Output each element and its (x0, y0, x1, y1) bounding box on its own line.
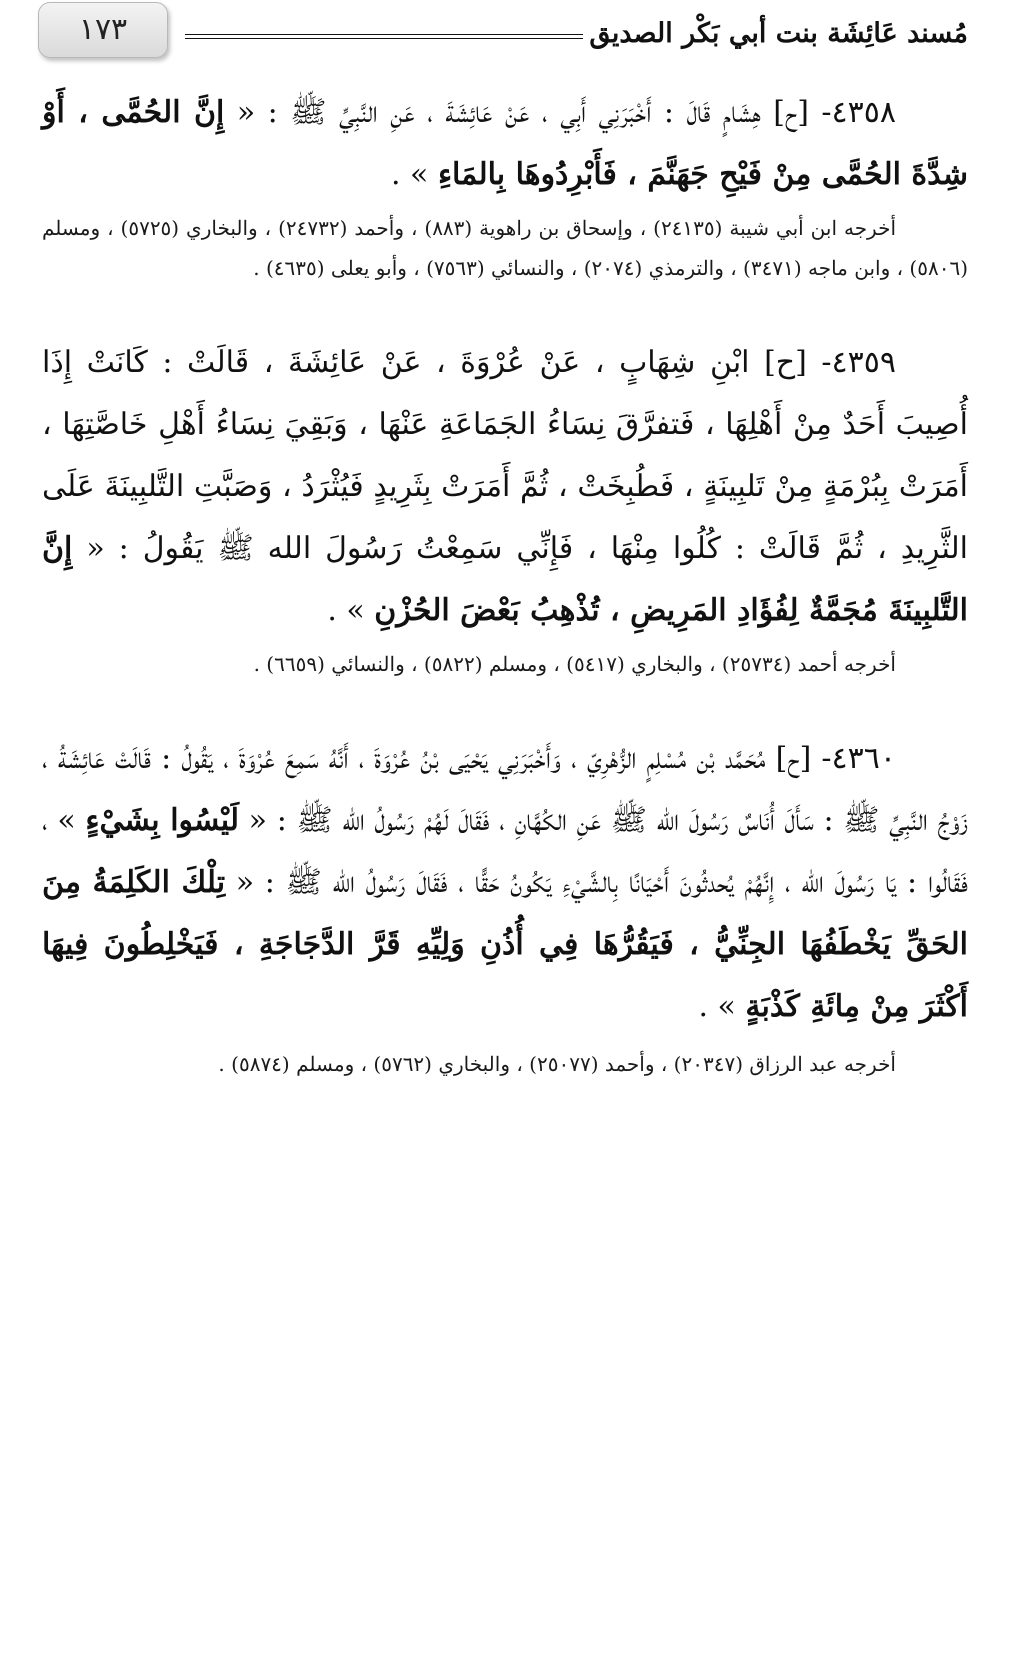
hadith-intro: ٤٣٦٠- [ح] مُحَمَّد بْن مُسْلِمٍ الزُّهْرِيّ ، وَأَخْبَرَنِي يَحْيَى بْنُ عُرْوَةَ ، أَنَّهُ سَمِعَ عُرْوَةَ ، يَقُولُ : قَالَتْ عَائِشَةُ ، زَوْجُ النَّبِيِّ ﷺ : سَأَلَ أُنَاسٌ رَسُولَ الله ﷺ عَنِ الكُهَّانِ ، فَقَالَ لَهُمْ رَسُولُ الله ﷺ : « (42, 741, 969, 838)
page-content (42, 82, 968, 1084)
page-number-tab (38, 2, 168, 58)
hadith-intro: ٤٣٥٨- [ح] هِشَامٍ قَالَ : أَخْبَرَنِي أَبِي ، عَنْ عَائِشَةَ ، عَنِ النَّبِيِّ ﷺ : « (224, 95, 896, 130)
hadith-matn-2: تِلْكَ الكَلِمَةُ مِنَ الحَقِّ يَخْطَفُهَا الجِنِّيُّ ، فَيَقُرُّهَا فِي أُذُنِ وَلِيِّهِ قَرَّ الدَّجَاجَةِ ، فَيَخْلِطُونَ فِيهَا أَكْثَرَ مِنْ مِائَةِ كَذْبَةٍ (42, 865, 968, 1024)
hadith-matn: إِنَّ الحُمَّى ، أَوْ شِدَّةَ الحُمَّى مِنْ فَيْحِ جَهَنَّمَ ، فَأَبْرِدُوهَا بِالمَاءِ (42, 95, 968, 192)
page-header (0, 0, 1010, 70)
hadith-intro: ٤٣٥٩- [ح] ابْنِ شِهَابٍ ، عَنْ عُرْوَةَ ، عَنْ عَائِشَةَ ، قَالَتْ : كَانَتْ إِذَا أُصِيبَ أَحَدٌ مِنْ أَهْلِهَا ، فَتفرَّقَ نِسَاءُ الجَمَاعَةِ عَنْهَا ، وَبَقِيَ نِسَاءُ أَهْلِ خَاصَّتِهَا ، أَمَرَتْ بِبُرْمَةٍ مِنْ تَلبِينَةٍ ، فَطُبِخَتْ ، ثُمَّ أَمَرَتْ بِثَرِيدٍ فَيُثْرَدُ ، وَصَبَّتِ التَّلبِينَةَ عَلَى الثَّرِيدِ ، ثُمَّ قَالَتْ : كُلُوا مِنْهَا ، فَإِنِّي سَمِعْتُ رَسُولَ الله ﷺ يَقُولُ : « (42, 345, 968, 566)
page-number: ١٧٣ (78, 12, 128, 47)
takhrij-4358: أخرجه ابن أبي شيبة (٢٤١٣٥) ، وإسحاق بن راهوية (٨٨٣) ، وأحمد (٢٤٧٣٢) ، والبخاري (٥٧٢٥) ، ومسلم (٥٨٠٦) ، وابن ماجه (٣٤٧١) ، والترمذي (٢٠٧٤) ، والنسائي (٧٥٦٣) ، وأبو يعلى (٤٦٣٥) . (42, 216, 968, 280)
hadith-matn: إِنَّ التَّلبِينَةَ مُجَمَّةٌ لِفُؤَادِ المَرِيضِ ، تُذْهِبُ بَعْضَ الحُزْنِ (42, 531, 968, 628)
header-rule (185, 34, 583, 39)
hadith-close: » . (327, 593, 375, 628)
hadith-matn-1: لَيْسُوا بِشَيْءٍ (85, 803, 240, 838)
hadith-4359 (42, 332, 968, 642)
takhrij-4360: أخرجه عبد الرزاق (٢٠٣٤٧) ، وأحمد (٢٥٠٧٧) ، والبخاري (٥٧٦٢) ، ومسلم (٥٨٧٤) . (218, 1052, 896, 1076)
hadith-4358 (42, 82, 968, 206)
takhrij-4359: أخرجه أحمد (٢٥٧٣٤) ، والبخاري (٥٤١٧) ، ومسلم (٥٨٢٢) ، والنسائي (٦٦٥٩) . (253, 652, 896, 676)
hadith-4360 (42, 728, 968, 1038)
book-title: مُسند عَائِشَة بنت أبي بَكْر الصديق (589, 18, 968, 49)
hadith-close: » . (698, 989, 746, 1024)
hadith-middle: » ، فَقَالُوا : يَا رَسُولَ الله ، إِنَّهُمْ يُحدثُونَ أَحْيَانًا بِالشَّيْءِ يَكُونُ حَقًّا ، فَقَالَ رَسُولُ الله ﷺ : « (42, 803, 968, 900)
hadith-close: » . (390, 157, 438, 192)
